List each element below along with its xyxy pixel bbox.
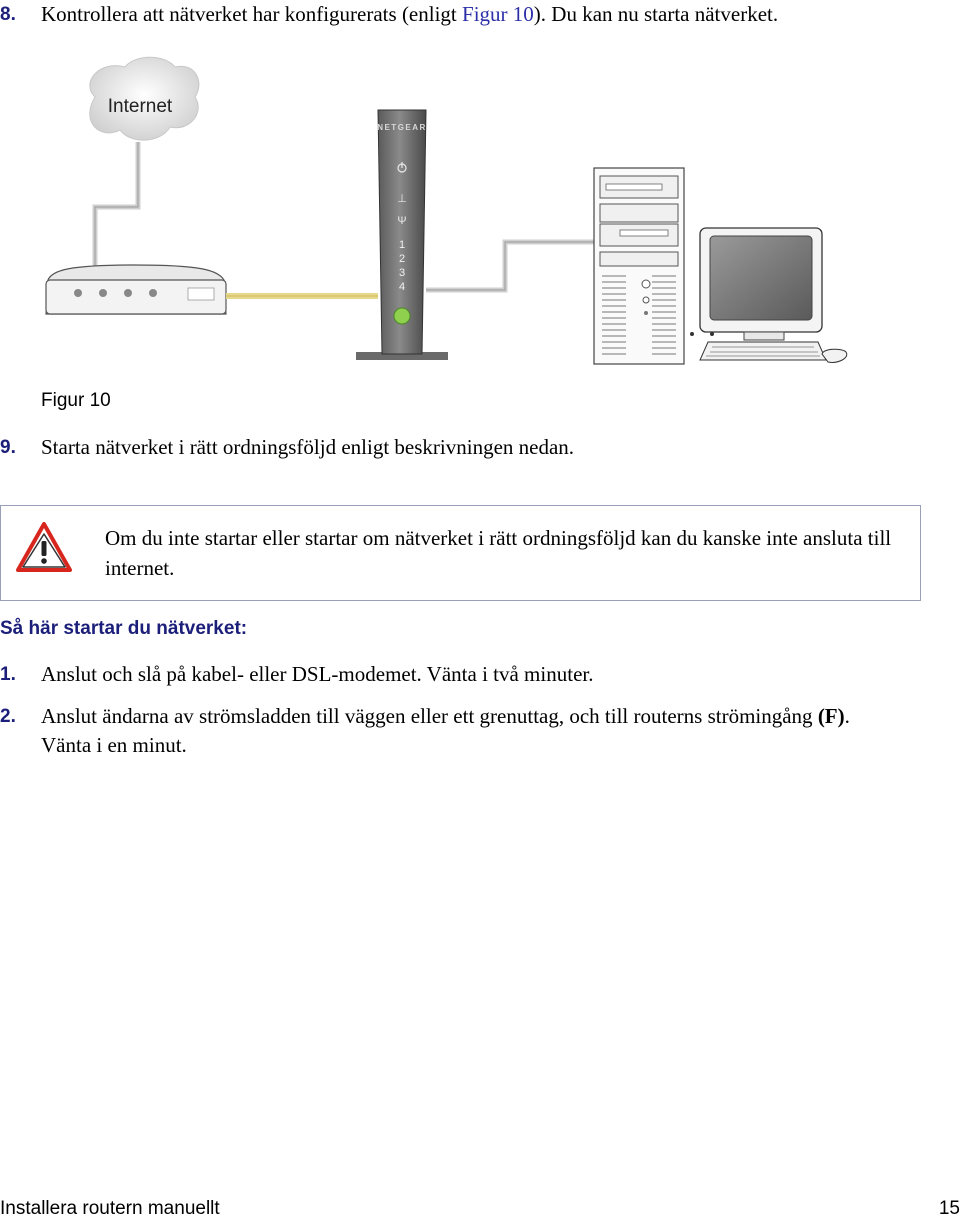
computer-monitor	[690, 228, 822, 340]
router	[356, 110, 448, 360]
step-number: 2.	[0, 706, 16, 727]
step-text: Vänta i en minut.	[41, 733, 187, 757]
step-text: Anslut och slå på kabel- eller DSL-modemet. Vänta i två minuter.	[41, 662, 594, 686]
svg-text:⊥: ⊥	[397, 193, 407, 205]
step-text-part: Kontrollera att nätverket har konfigurerats (enligt	[41, 2, 463, 26]
step-text-part: ). Du kan nu starta nätverket.	[533, 2, 779, 26]
figure-caption: Figur 10	[41, 390, 111, 411]
warning-triangle-icon	[15, 521, 73, 573]
step-text: Starta nätverket i rätt ordningsföljd enligt beskrivningen nedan.	[41, 435, 575, 459]
footer-title: Installera routern manuellt	[0, 1198, 220, 1219]
step-number: 9.	[0, 437, 16, 458]
figure-link[interactable]: Figur 10	[462, 2, 534, 26]
keyboard	[700, 342, 826, 360]
router-port-label: 1	[398, 239, 406, 251]
step-number: 1.	[0, 664, 16, 685]
step-text-bold: (F)	[817, 704, 845, 728]
network-diagram	[0, 52, 960, 382]
step-number: 8.	[0, 4, 16, 25]
step-text	[41, 0, 960, 29]
step-text-part: .	[844, 704, 850, 728]
step-text-part: Anslut ändarna av strömsladden till väggen eller ett grenuttag, och till routerns strömingång	[41, 704, 818, 728]
modem	[46, 265, 226, 314]
router-port-label: 4	[398, 281, 406, 293]
router-brand: NETGEAR	[377, 123, 427, 132]
page-number: 15	[938, 1198, 960, 1219]
warning-text: Om du inte startar eller startar om nätverket i rätt ordningsföljd kan du kanske inte ansluta till internet.	[105, 526, 892, 580]
computer-tower	[594, 168, 684, 364]
router-port-label: 3	[398, 267, 406, 279]
svg-text:Ψ: Ψ	[397, 215, 407, 227]
step-text	[41, 702, 960, 731]
section-heading: Så här startar du nätverket:	[0, 618, 248, 639]
warning-box	[0, 505, 921, 601]
router-port-label: 2	[398, 253, 406, 265]
cloud-label: Internet	[107, 96, 173, 117]
